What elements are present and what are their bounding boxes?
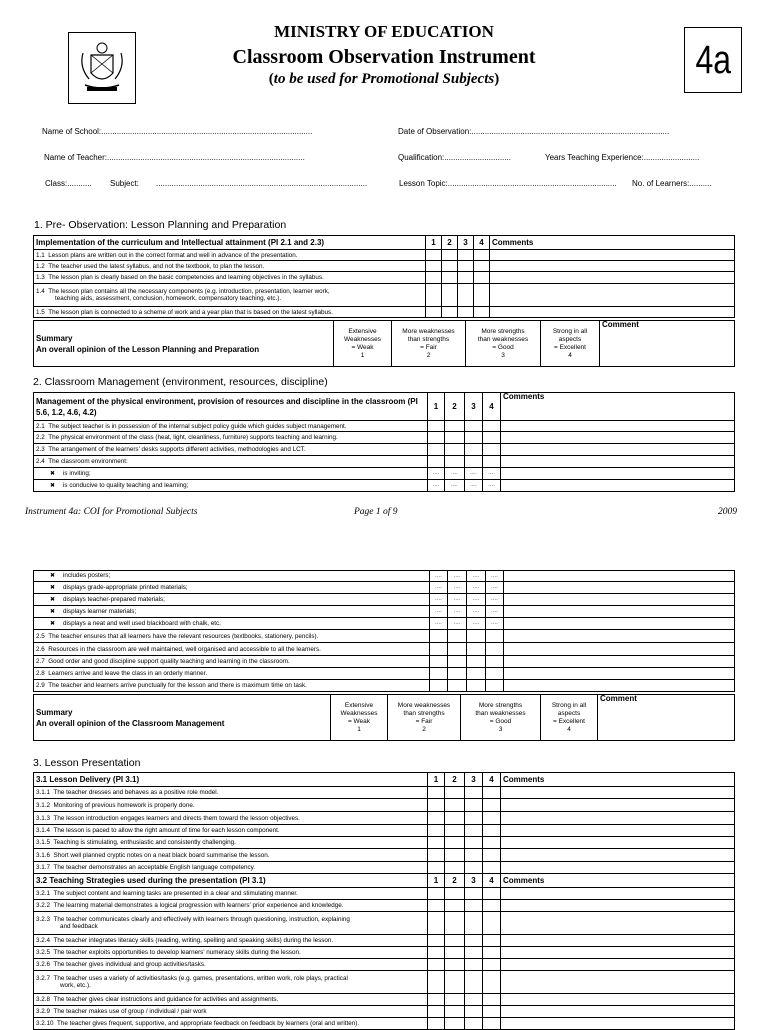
footer-page: Page 1 of 9 xyxy=(354,507,398,517)
table-header: Management of the physical environment, provision of resources and discipline in the classroom (PI 5.6, 1.2, 4.6, 4.2) xyxy=(34,393,428,421)
subject-field[interactable]: ............................................................................................... xyxy=(156,179,368,188)
table-row: 3.2.3 The teacher communicates clearly and effectively with learners through questioning, instruction, explaining and feedback xyxy=(34,912,735,935)
comments-header: Comments xyxy=(490,236,735,250)
bullet-icon xyxy=(36,482,63,489)
table-row: 1.2 The teacher used the latest syllabus, and not the textbook, to plan the lesson. xyxy=(34,261,735,272)
table-row: 2.9 The teacher and learners arrive punctually for the lesson and there is maximum time on task. xyxy=(34,680,735,692)
rating-fair[interactable]: More weaknesses than strengths = Fair 2 xyxy=(392,321,466,367)
table-row: 2.1 The subject teacher is in possession of the internal subject policy guide which guides subject management. xyxy=(34,421,735,432)
section1-heading: 1. Pre- Observation: Lesson Planning and Preparation xyxy=(34,219,287,231)
table-row: 3.2.8 The teacher gives clear instructions and guidance for activities and assignments. xyxy=(34,994,735,1006)
rating-fair[interactable]: More weaknesses than strengths = Fair 2 xyxy=(388,695,461,741)
table-row: 2.4 The classroom environment: xyxy=(34,456,735,468)
classroom-management-table: Management of the physical environment, provision of resources and discipline in the classroom (PI 5.6, 1.2, 4.6, 4.2) 1 2 3 4 Comments 2.1 The subject teacher is in possession of the internal subject policy guide which guides subject management. 2.2 The physical environment of the class (heat, light, cleanliness, furniture) supports teaching and learning. 2.3 The arrangement of the learners' desks supports different activities, methodologies and LCT. 2.4 The classroom environment: ✖ is inviting; .... .... .... .... ✖ is conducive to quality teaching and learning; .... .... .... .... xyxy=(33,392,735,492)
document-subtitle: (to be used for Promotional Subjects) xyxy=(268,71,500,87)
scale-3: 3 xyxy=(458,236,474,250)
summary-comment[interactable]: Comment xyxy=(598,695,735,741)
badge-label: 4a xyxy=(695,38,731,82)
rating-weak[interactable]: Extensive Weaknesses = Weak 1 xyxy=(331,695,388,741)
table-header: Implementation of the curriculum and Intellectual attainment (PI 2.1 and 2.3) xyxy=(34,236,426,250)
management-summary-table xyxy=(33,694,735,741)
bullet-row: ✖ displays teacher-prepared materials; .... .... .... .... xyxy=(34,594,735,606)
table-header: 3.2 Teaching Strategies used during the presentation (PI 3.1) xyxy=(34,874,428,888)
classroom-management-continued-table xyxy=(33,570,735,692)
topic-field[interactable]: Lesson Topic:............................................................................ xyxy=(399,179,617,188)
table-row: 1.3 The lesson plan is clearly based on the basic competencies and learning objectives in the syllabus. xyxy=(34,272,735,284)
table-row: 2.6 Resources in the classroom are well maintained, well organised and accessible to all the learners. xyxy=(34,643,735,656)
bullet-row: ✖ displays learner materials; .... .... .... .... xyxy=(34,606,735,618)
rating-excellent[interactable]: Strong in all aspects = Excellent 4 xyxy=(541,321,600,367)
table-row: 3.2.9 The teacher makes use of group / individual / pair work xyxy=(34,1006,735,1018)
lesson-delivery-table: 3.1 Lesson Delivery (PI 3.1) 1 2 3 4 Comments 3.1.1 The teacher dresses and behaves as a positive role model. 3.1.2 Monitoring of previous homework is properly done. 3.1.3 The lesson introduction engages learners and directs them toward the lesson objectives. 3.1.4 The lesson is paced to allow the right amount of time for each lesson component. 3.1.5 Teaching is stimulating, enthusiastic and consistently challenging. 3.1.6 Short well planned cryptic notes on a neat black board summarise the lesson. 3.1.7 The teacher demonstrates an acceptable English language competency. 3.2 Teaching Strategies used during the presentation (PI 3.1) 1 2 3 4 Comments 3.2.1 The subject content and learning tasks are presented in a clear and stimulating manner. 3.2.2 The learning material demonstrates a logical progression with learners' prior experience and knowledge. 3.2.3 The teacher communicates clearly and effectively with learners through questioning, instruction, explaining and feedback 3.2.4 The teacher integrates literacy skills (reading, writing, spelling and speaking skills) during the lesson. 3.2.5 The teacher exploits opportunities to develop learners' numeracy skills during the lesson. 3.2.6 The teacher gives individual and group activities/tasks. 3.2.7 The teacher uses a variety of activities/tasks (e.g. games, presentations, written work, role plays, practical work, etc.). 3.2.8 The teacher gives clear instructions and guidance for activities and assignments. 3.2.9 The teacher makes use of group / individual / pair work 3.2.10 The teacher gives frequent, supportive, and appropriate feedback on feedback by learners (oral and written). xyxy=(33,772,735,1030)
table-row: 2.8 Learners arrive and leave the class in an orderly manner. xyxy=(34,668,735,680)
qualification-field[interactable]: Qualification:.............................. xyxy=(398,153,511,162)
table-row: 3.1.6 Short well planned cryptic notes on a neat black board summarise the lesson. xyxy=(34,849,735,862)
table-row: 2.3 The arrangement of the learners' desks supports different activities, methodologies and LCT. xyxy=(34,444,735,456)
table-row: 3.2.4 The teacher integrates literacy skills (reading, writing, spelling and speaking skills) during the lesson. xyxy=(34,935,735,947)
bullet-row: ✖ is conducive to quality teaching and learning; .... .... .... .... xyxy=(34,480,735,492)
scale-2: 2 xyxy=(442,236,458,250)
table-row: 3.1.5 Teaching is stimulating, enthusiastic and consistently challenging. xyxy=(34,837,735,849)
table-row: 3.2.1 The subject content and learning tasks are presented in a clear and stimulating manner. xyxy=(34,888,735,900)
bullet-row: ✖ displays a neat and well used blackboard with chalk, etc. .... .... .... .... xyxy=(34,618,735,630)
table-row: 3.1.4 The lesson is paced to allow the right amount of time for each lesson component. xyxy=(34,825,735,837)
table-row: 3.1.7 The teacher demonstrates an acceptable English language competency. xyxy=(34,862,735,874)
footer-year: 2009 xyxy=(718,507,737,517)
table-row: 3.2.10 The teacher gives frequent, supportive, and appropriate feedback on feedback by learners (oral and written). xyxy=(34,1018,735,1030)
table-row: 3.2.2 The learning material demonstrates a logical progression with learners' prior experience and knowledge. xyxy=(34,900,735,912)
table-row: 3.2.6 The teacher gives individual and group activities/tasks. xyxy=(34,959,735,971)
bullet-icon xyxy=(36,584,63,591)
ministry-title: MINISTRY OF EDUCATION xyxy=(274,22,494,41)
rating-weak[interactable]: Extensive Weaknesses = Weak 1 xyxy=(334,321,392,367)
date-field[interactable]: Date of Observation:......................................................................................... xyxy=(398,127,670,136)
table-row: 3.1.3 The lesson introduction engages learners and directs them toward the lesson objectives. xyxy=(34,812,735,825)
summary-comment[interactable]: Comment xyxy=(600,321,735,367)
table-row: 3.2.5 The teacher exploits opportunities to develop learners' numeracy skills during the lesson. xyxy=(34,947,735,959)
summary-label: Summary An overall opinion of the Classroom Management xyxy=(34,695,331,741)
subject-label: Subject: xyxy=(110,179,139,188)
table-row: 1.4 The lesson plan contains all the necessary components (e.g. introduction, presentation, learner work, teaching aids, assessment, conclusion, homework, compensatory teaching, etc.). xyxy=(34,284,735,307)
planning-summary-table xyxy=(33,320,735,367)
table-row: 2.5 The teacher ensures that all learners have the relevant resources (textbooks, stationery, pencils). xyxy=(34,630,735,643)
bullet-icon xyxy=(36,596,63,603)
bullet-icon xyxy=(36,608,63,615)
rating-excellent[interactable]: Strong in all aspects = Excellent 4 xyxy=(541,695,598,741)
scale-1: 1 xyxy=(426,236,442,250)
table-header: 3.1 Lesson Delivery (PI 3.1) xyxy=(34,773,428,787)
summary-label: Summary An overall opinion of the Lesson Planning and Preparation xyxy=(34,321,334,367)
learners-field[interactable]: No. of Learners:.......... xyxy=(632,179,712,188)
section3-heading: 3. Lesson Presentation xyxy=(33,757,141,769)
bullet-icon xyxy=(36,620,63,627)
table-row: 3.1.1 The teacher dresses and behaves as a positive role model. xyxy=(34,787,735,799)
table-row: 1.5 The lesson plan is connected to a scheme of work and a year plan that is based on the latest syllabus. xyxy=(34,307,735,318)
table-row: 2.7 Good order and good discipline support quality teaching and learning in the classroom. xyxy=(34,656,735,668)
scale-4: 4 xyxy=(474,236,490,250)
school-field[interactable]: Name of School:............................................................................................... xyxy=(42,127,313,136)
teacher-field[interactable]: Name of Teacher:......................................................................................... xyxy=(44,153,305,162)
bullet-icon xyxy=(36,572,63,579)
rating-good[interactable]: More strengths than weaknesses = Good 3 xyxy=(461,695,541,741)
experience-field[interactable]: Years Teaching Experience:......................... xyxy=(545,153,700,162)
footer-left: Instrument 4a: COI for Promotional Subjects xyxy=(25,507,198,517)
table-row: 2.2 The physical environment of the class (heat, light, cleanliness, furniture) supports teaching and learning. xyxy=(34,432,735,444)
class-field[interactable]: Class:........... xyxy=(45,179,92,188)
bullet-row: ✖ is inviting; .... .... .... .... xyxy=(34,468,735,480)
bullet-row: ✖ includes posters; .... .... .... .... xyxy=(34,571,735,582)
bullet-icon xyxy=(36,470,63,477)
table-row: 3.1.2 Monitoring of previous homework is properly done. xyxy=(34,799,735,812)
table-row: 3.2.7 The teacher uses a variety of activities/tasks (e.g. games, presentations, written work, role plays, practical work, etc.). xyxy=(34,971,735,994)
instrument-badge xyxy=(684,27,742,93)
section2-heading: 2. Classroom Management (environment, resources, discipline) xyxy=(33,376,328,388)
lesson-planning-table xyxy=(33,235,735,318)
table-row: 1.1 Lesson plans are written out in the correct format and well in advance of the presentation. xyxy=(34,250,735,261)
document-title: Classroom Observation Instrument xyxy=(232,46,536,68)
bullet-row: ✖ displays grade-appropriate printed materials; .... .... .... .... xyxy=(34,582,735,594)
rating-good[interactable]: More strengths than weaknesses = Good 3 xyxy=(466,321,541,367)
